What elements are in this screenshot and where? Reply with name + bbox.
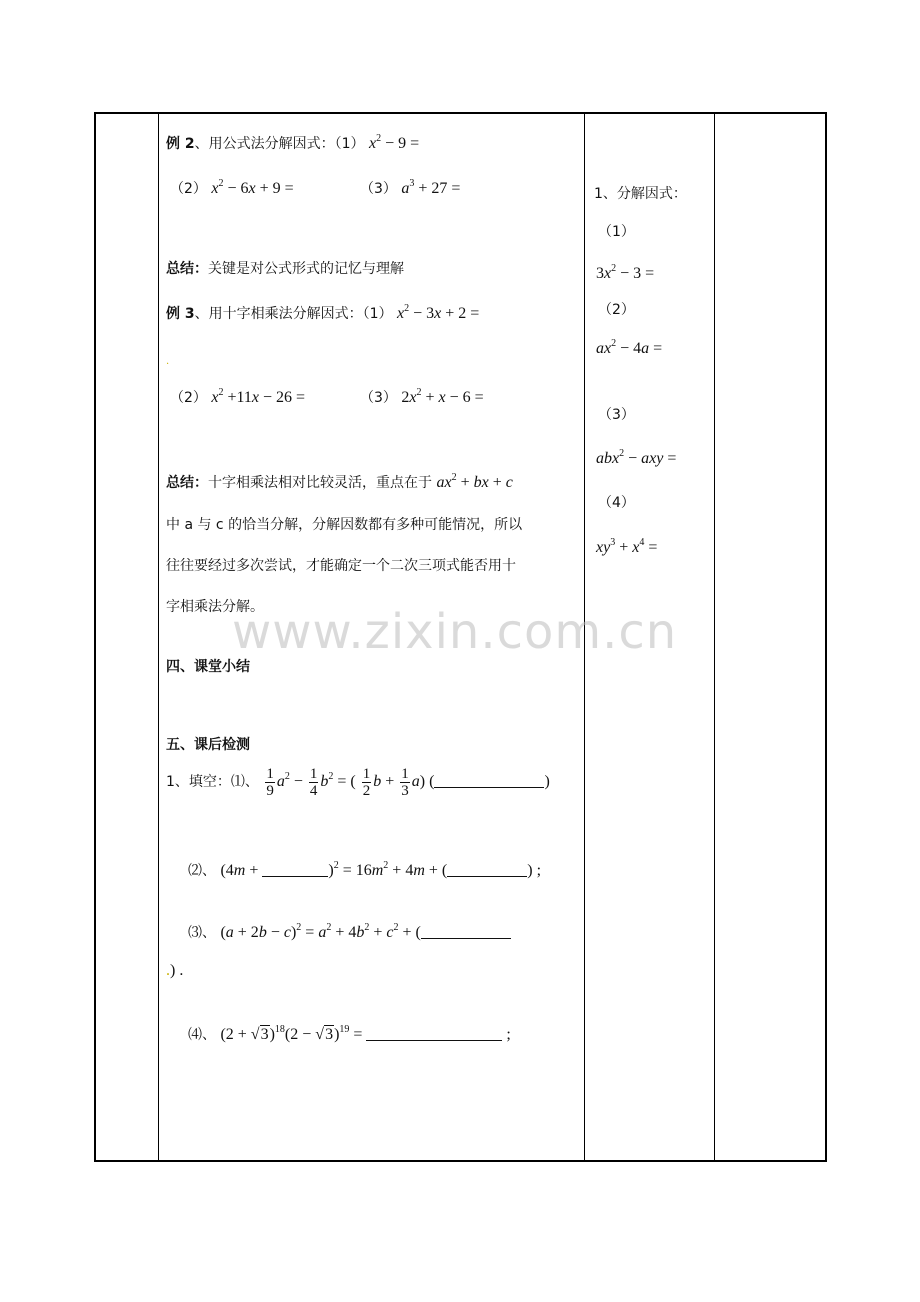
- formula-x2-6x-9: $x^2 - 6x + 9$ =: [211, 178, 294, 197]
- formula-x2-11x-26: $x^2 +11x - 26$ =: [211, 387, 306, 406]
- part-label: （3）: [360, 181, 397, 197]
- formula-a3-plus-27: $a^3 + 27$ =: [401, 178, 461, 197]
- formula-q1-4: $(2 + √3)^{18}(2 - √3)^{19}$ = ;: [220, 1024, 511, 1043]
- example-2-part3: [360, 178, 460, 198]
- example-2-part2: [170, 178, 294, 198]
- right-col-title: 1、分解因式：: [594, 186, 687, 202]
- summary-1: [166, 258, 404, 278]
- part-label: （2）: [170, 390, 207, 406]
- question-1-part1: [166, 766, 550, 799]
- section-5-heading: 五、课后检测: [166, 737, 250, 753]
- right-part-2-label: （2）: [598, 302, 635, 318]
- example-3-text: 、用十字相乘法分解因式：（1）: [194, 306, 393, 322]
- summary-label: 总结：: [166, 475, 208, 491]
- part-label: （2）: [170, 181, 207, 197]
- question-label: ⑶、: [188, 925, 216, 941]
- summary-label: 总结：: [166, 261, 208, 277]
- summary-2-line2: 中 a 与 c 的恰当分解，分解因数都有多种可能情况，所以: [166, 517, 523, 533]
- watermark: www.zixin.com.cn: [232, 604, 678, 660]
- example-3-part3: [360, 387, 484, 407]
- part-label: （3）: [360, 390, 397, 406]
- example-2-text: 、用公式法分解因式：（1）: [194, 136, 365, 152]
- formula-abx2-minus-axy: abx$^2$ − axy =: [596, 448, 677, 467]
- right-part-1-label: （1）: [598, 224, 635, 240]
- formula-q1-1: $\frac{1}{9}$ $a^2$ − $\frac{1}{4}$ $b^2$ = ( $\frac{1}{2}$ b + $\frac{1}{3}$ a) ( ): [266, 766, 550, 799]
- summary-2-line3: 往往要经过多次尝试，才能确定一个二次三项式能否用十: [166, 558, 516, 574]
- formula-2x2-x-6: $2x^2 + x - 6$ =: [401, 387, 484, 406]
- formula-xy3-plus-x4: $xy^3 + x^4$ =: [596, 537, 658, 556]
- question-label: ⑷、: [188, 1027, 216, 1043]
- formula-x2-3x-2: $x^2 - 3x + 2$ =: [397, 303, 480, 322]
- summary-2-line4: 字相乘法分解。: [166, 599, 264, 615]
- section-4-heading: 四、课堂小结: [166, 659, 250, 675]
- example-3-part2: [170, 387, 305, 407]
- question-1-part3: [188, 922, 511, 942]
- example-3-label: 例 3: [166, 306, 195, 322]
- example-3: [166, 303, 479, 323]
- formula-q1-3: $(a + 2b - c)^2 = a^2 + 4b^2 + c^2$ + (: [220, 924, 510, 941]
- summary-2-line1: [166, 472, 513, 492]
- question-1-part2: [188, 860, 541, 880]
- summary-text: 关键是对公式形式的记忆与理解: [208, 261, 404, 277]
- example-2: [166, 133, 419, 153]
- question-1-part4: [188, 1024, 511, 1044]
- formula-3x2-minus-3: $3x^2 - 3$ =: [596, 263, 655, 282]
- formula-ax2-bx-c: $ax^2$ + bx + c: [436, 472, 513, 491]
- column-divider-3: [714, 112, 715, 1162]
- formula-q1-3-close: .) .: [166, 962, 184, 979]
- column-divider-1: [158, 112, 159, 1162]
- example-2-label: 例 2: [166, 136, 195, 152]
- question-label: 1、填空：⑴、: [166, 774, 259, 791]
- stray-mark: .: [166, 356, 170, 367]
- summary-text: 十字相乘法相对比较灵活，重点在于: [208, 475, 432, 491]
- question-label: ⑵、: [188, 863, 216, 879]
- formula-ax2-minus-4a: $ax^2 - 4a$ =: [596, 338, 663, 357]
- right-part-4-label: （4）: [598, 495, 635, 511]
- formula-x2-minus-9: $x^2 - 9$ =: [369, 133, 420, 152]
- right-part-3-label: （3）: [598, 407, 635, 423]
- formula-q1-2: $(4m + )^2 = 16m^2 + 4m$ + ( ) ;: [220, 860, 542, 879]
